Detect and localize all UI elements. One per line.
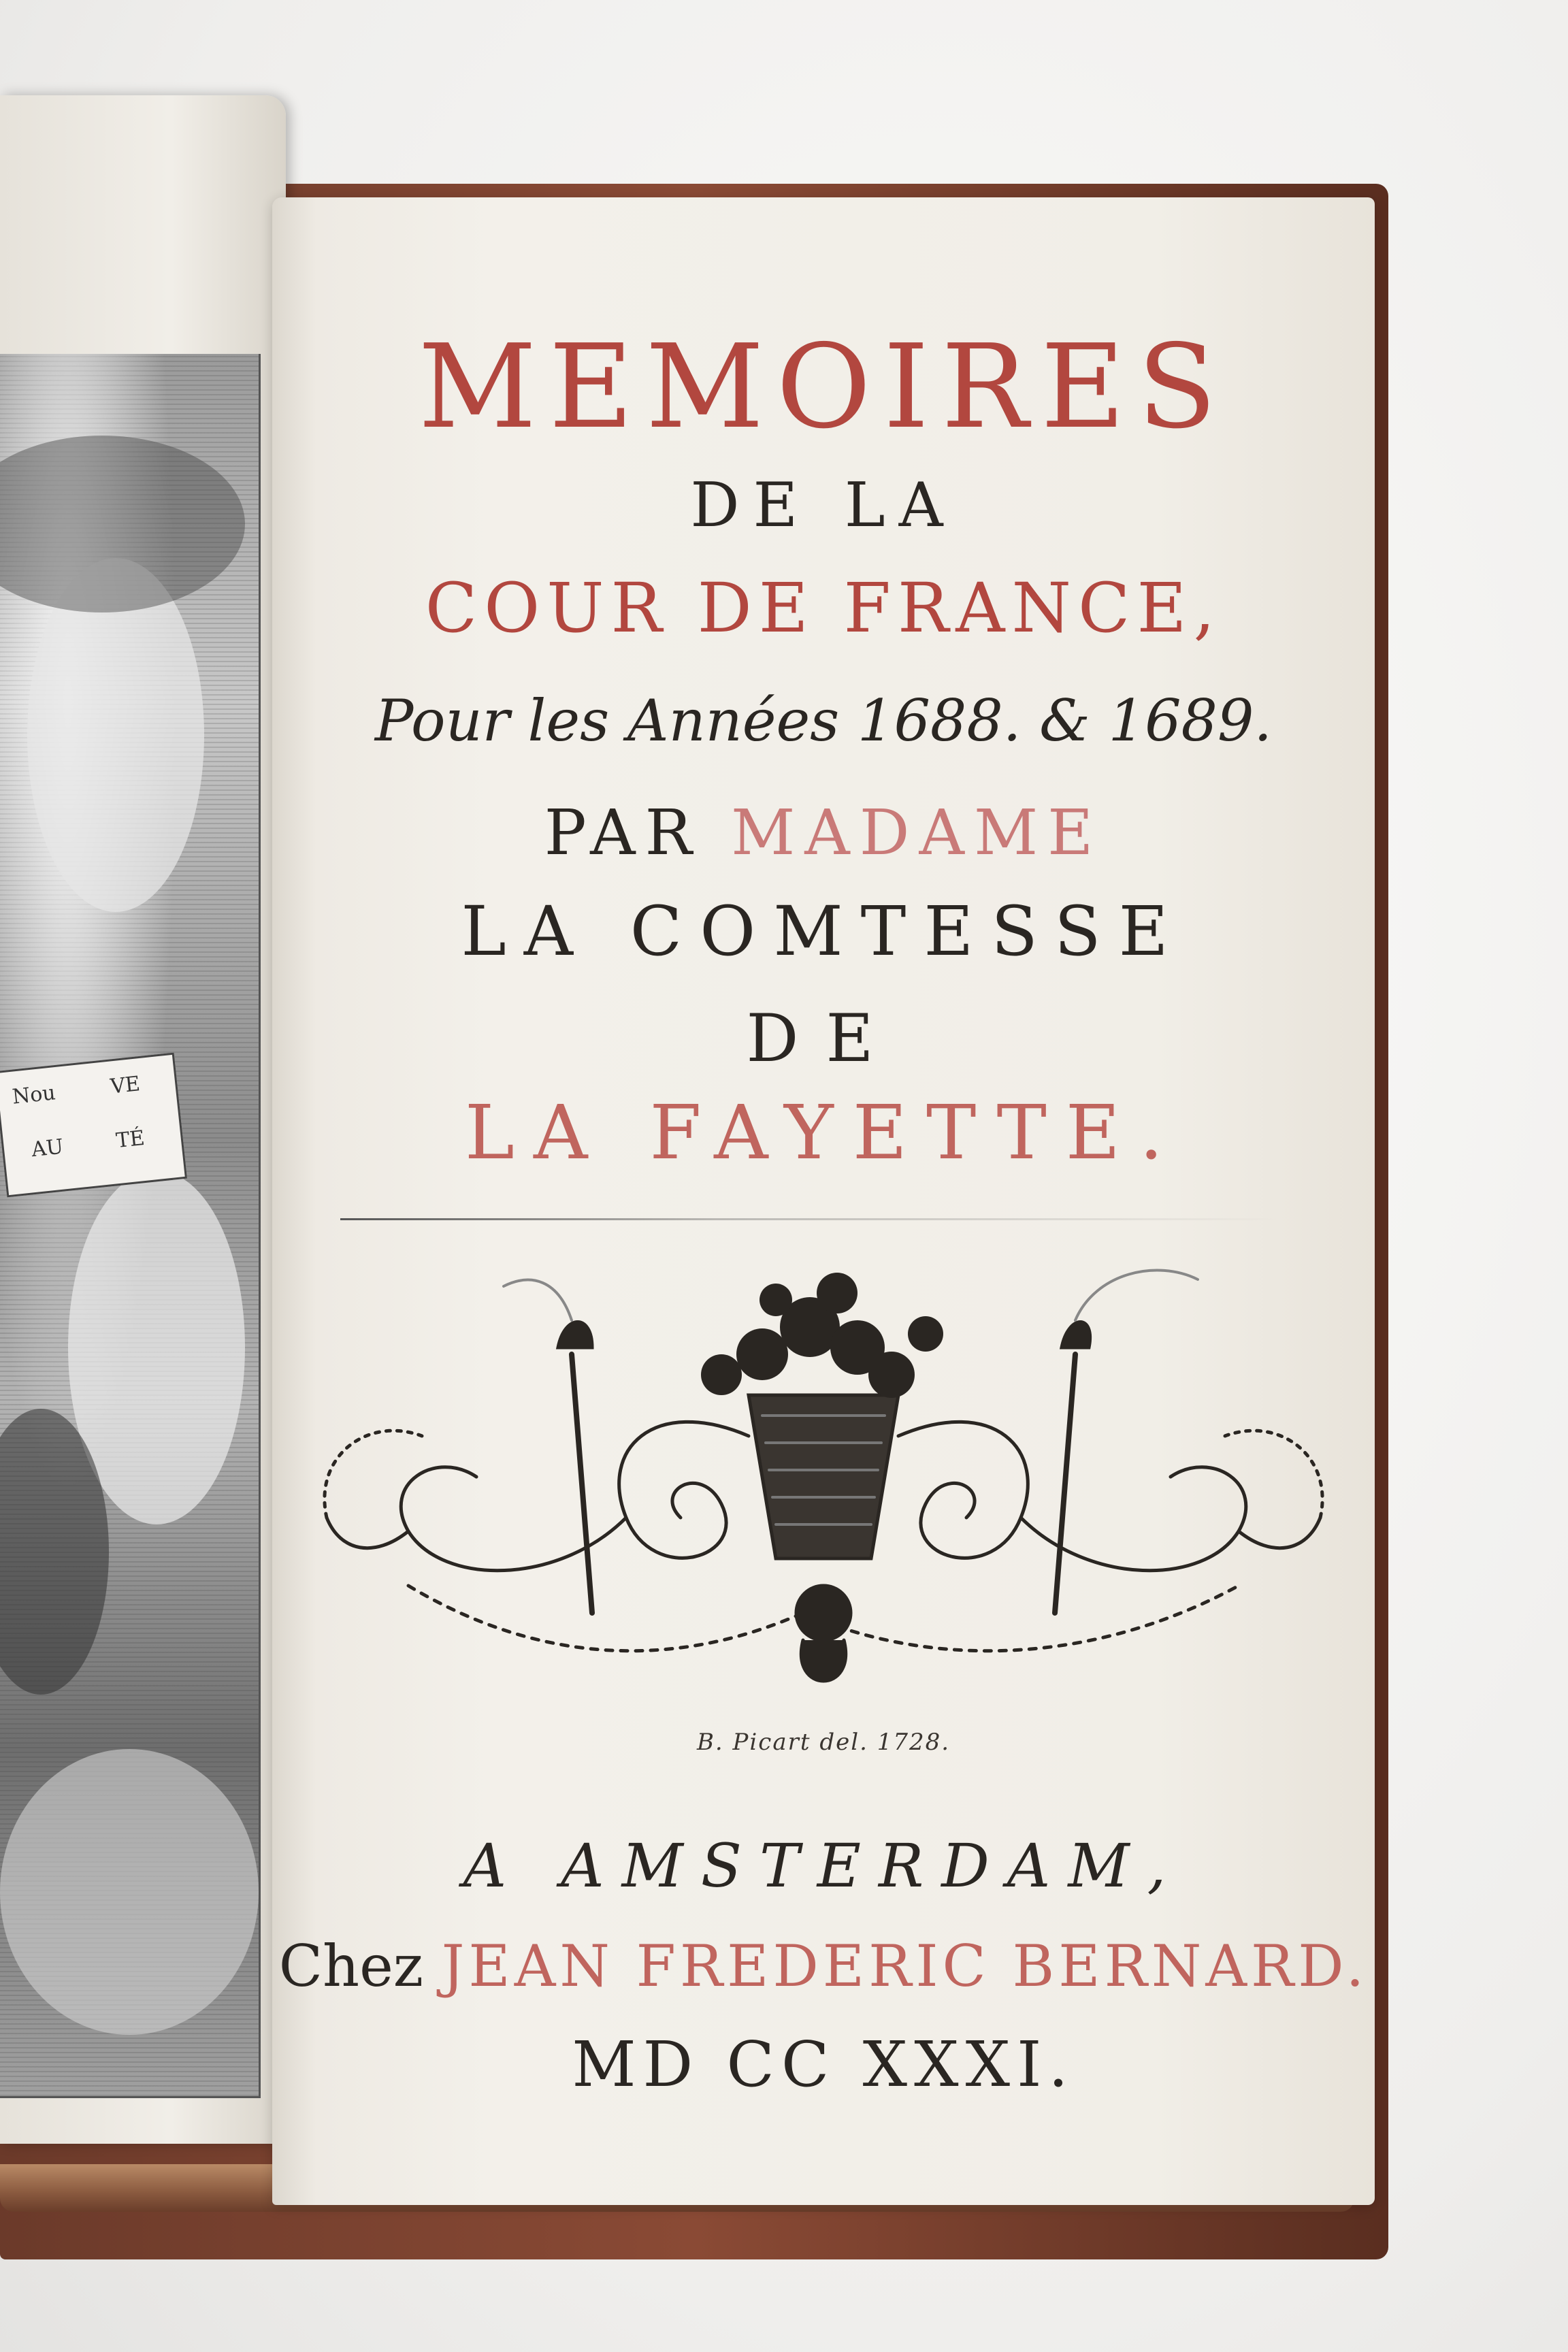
- title-rule: [340, 1218, 1279, 1220]
- line-par-madame: [272, 796, 1375, 869]
- line-de: DE: [746, 1000, 901, 1077]
- engraving-cloud: [0, 436, 245, 612]
- line-cour-de-france: COUR DE FRANCE,: [425, 568, 1222, 648]
- vignette-right-torch: [1055, 1354, 1075, 1613]
- vignette-left-torch: [572, 1354, 592, 1613]
- vignette-left-scroll: [619, 1422, 749, 1558]
- line-la-comtesse: LA COMTESSE: [461, 892, 1186, 971]
- vignette-ornament: [272, 1232, 1375, 1722]
- vignette-signature: B. Picart del. 1728.: [696, 1729, 951, 1756]
- engraving-figure-reclining: [0, 1749, 259, 2035]
- line-de-la: DE LA: [690, 470, 957, 541]
- imprint-printer-line: [272, 1933, 1375, 1999]
- vignette-right-scroll: [898, 1422, 1028, 1558]
- title-page: [272, 197, 1375, 2205]
- vignette-vase: [749, 1395, 898, 1558]
- engraving-open-book: [0, 1053, 187, 1198]
- book-text-right-bottom: TÉ: [114, 1126, 146, 1154]
- frontispiece-engraving: [0, 354, 261, 2098]
- line-la-fayette: LA FAYETTE.: [464, 1089, 1183, 1176]
- title-memoires: MEMOIRES: [418, 320, 1229, 455]
- printer-name: JEAN FREDERIC BERNARD.: [441, 1933, 1369, 1999]
- line-pour-les-annees: Pour les Années 1688. & 1689.: [374, 687, 1273, 754]
- word-madame: MADAME: [731, 796, 1103, 869]
- frontispiece-page: [0, 95, 286, 2144]
- word-par: PAR: [544, 796, 702, 869]
- word-chez: Chez: [278, 1933, 424, 1999]
- vignette-flowers: [701, 1273, 943, 1398]
- imprint-year: MD CC XXXI.: [572, 2028, 1075, 2101]
- book-text-right-top: VE: [109, 1072, 142, 1099]
- imprint-city: A AMSTERDAM,: [463, 1831, 1184, 1901]
- book-text-left-top: Nou: [11, 1081, 57, 1109]
- book-text-left-bottom: AU: [30, 1134, 65, 1162]
- vignette-mask: [796, 1586, 851, 1640]
